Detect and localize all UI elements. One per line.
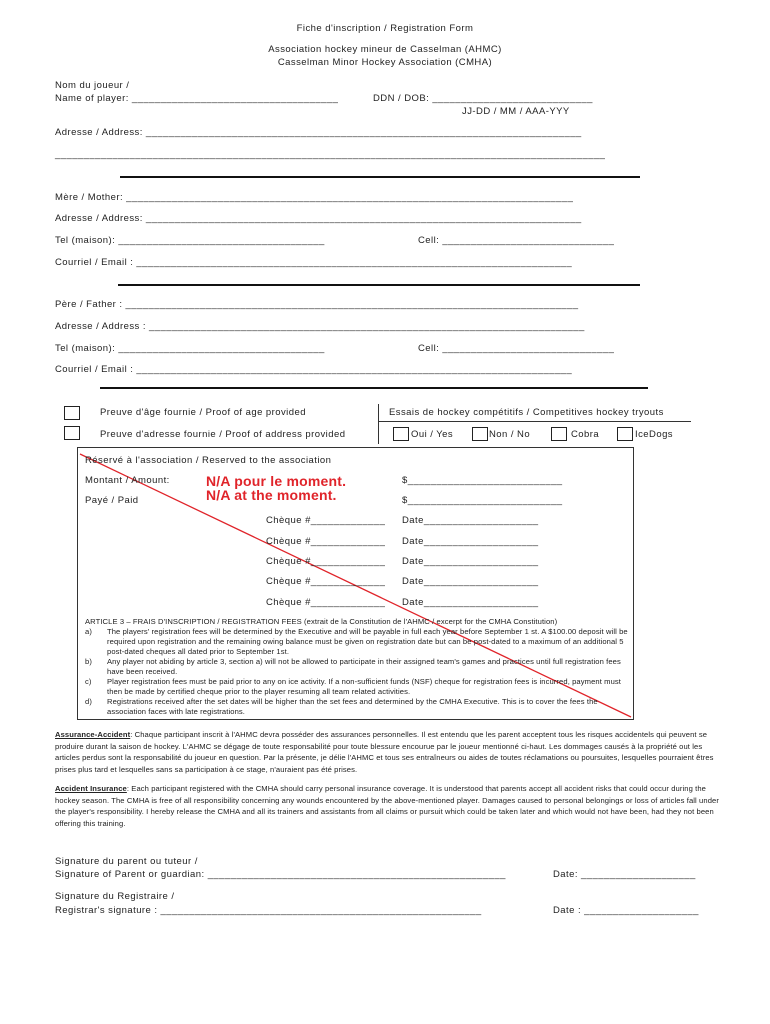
na-notice-fr: N/A pour le moment.: [206, 473, 347, 489]
section-divider: [100, 387, 648, 389]
tryout-no-checkbox[interactable]: [472, 427, 488, 441]
father-cell-field[interactable]: Cell: ______________________________: [418, 343, 615, 354]
form-title: Fiche d'inscription / Registration Form: [296, 23, 474, 34]
article-item-letter: d): [85, 697, 92, 706]
mother-tel-field[interactable]: Tel (maison): ____________________________________: [55, 235, 325, 246]
paid-field[interactable]: $___________________________: [402, 495, 563, 506]
cheque-date-field[interactable]: Date____________________: [402, 556, 539, 567]
dob-field[interactable]: DDN / DOB: ____________________________: [373, 93, 593, 104]
tryout-icedogs-label: IceDogs: [635, 429, 674, 440]
father-tel-field[interactable]: Tel (maison): ____________________________________: [55, 343, 325, 354]
cheque-number-field[interactable]: Chèque #_____________: [266, 556, 386, 567]
mother-name-field[interactable]: Mère / Mother: ______________________________________________________________________________: [55, 192, 574, 203]
cheque-number-field[interactable]: Chèque #_____________: [266, 597, 386, 608]
article-item-text: Player registration fees must be paid prior to any on ice activity. If a non-sufficient funds (NSF) cheque for registration fees is incurred, payment must then be made by certified cheque prior to the player resuming all team related activities.: [107, 677, 622, 696]
mother-cell-field[interactable]: Cell: ______________________________: [418, 235, 615, 246]
tryouts-divider: [378, 421, 691, 422]
player-address-line-2[interactable]: ________________________________________________________________________________________________: [55, 149, 606, 160]
parent-date-field[interactable]: Date: ____________________: [553, 869, 696, 880]
paid-label: Payé / Paid: [85, 495, 139, 506]
registrar-signature-label-fr: Signature du Registraire /: [55, 891, 175, 902]
mother-address-field[interactable]: Adresse / Address: ____________________________________________________________________________: [55, 213, 582, 224]
insurance-fr-title: Assurance-Accident: [55, 730, 131, 739]
parent-signature-label-fr: Signature du parent ou tuteur /: [55, 856, 198, 867]
registrar-signature-field[interactable]: Registrar's signature : ________________________________________________________: [55, 905, 482, 916]
na-notice-en: N/A at the moment.: [206, 487, 337, 503]
cheque-date-field[interactable]: Date____________________: [402, 576, 539, 587]
association-name-fr: Association hockey mineur de Casselman (AHMC): [268, 44, 502, 55]
insurance-en-paragraph: [55, 783, 720, 829]
tryout-cobra-label: Cobra: [571, 429, 600, 440]
father-address-field[interactable]: Adresse / Address : ____________________________________________________________________________: [55, 321, 585, 332]
tryout-no-label: Non / No: [489, 429, 531, 440]
dob-format-hint: JJ-DD / MM / AAA-YYY: [462, 106, 570, 117]
cheque-date-field[interactable]: Date____________________: [402, 536, 539, 547]
proof-address-checkbox[interactable]: [64, 426, 80, 440]
father-name-field[interactable]: Père / Father : _______________________________________________________________________________: [55, 299, 579, 310]
player-address-field[interactable]: Adresse / Address: ____________________________________________________________________________: [55, 127, 582, 138]
cheque-number-field[interactable]: Chèque #_____________: [266, 576, 386, 587]
proof-address-label: Preuve d'adresse fournie / Proof of address provided: [100, 429, 346, 440]
cheque-number-field[interactable]: Chèque #_____________: [266, 536, 386, 547]
parent-signature-field[interactable]: Signature of Parent or guardian: ____________________________________________________: [55, 869, 506, 880]
tryouts-title: Essais de hockey compétitifs / Competitives hockey tryouts: [389, 407, 664, 418]
insurance-en-title: Accident Insurance: [55, 784, 127, 793]
association-name-en: Casselman Minor Hockey Association (CMHA): [277, 57, 493, 68]
player-name-label-fr: Nom du joueur /: [55, 80, 130, 91]
mother-email-field[interactable]: Courriel / Email : ____________________________________________________________________________: [55, 257, 573, 268]
section-divider: [120, 176, 640, 178]
tryouts-left-border: [378, 404, 379, 444]
section-divider: [118, 284, 640, 286]
amount-field[interactable]: $___________________________: [402, 475, 563, 486]
father-email-field[interactable]: Courriel / Email : ____________________________________________________________________________: [55, 364, 573, 375]
proof-age-label: Preuve d'âge fournie / Proof of age provided: [100, 407, 306, 418]
reserved-title: Réservé à l'association / Reserved to the association: [85, 455, 332, 466]
article-item-letter: c): [85, 677, 92, 686]
article-item-letter: a): [85, 627, 92, 636]
tryout-icedogs-checkbox[interactable]: [617, 427, 633, 441]
registrar-date-field[interactable]: Date : ____________________: [553, 905, 699, 916]
amount-label: Montant / Amount:: [85, 475, 170, 486]
insurance-en-text: : Each participant registered with the CMHA should carry personal insurance coverage. It is understood that parents accept all accident risks that could occur during the hockey season. The CMHA is free of all responsibility concerning any wounds encountered by the above-mentioned player. Damages caused to personal belongings or loss of articles fall under the player's responsibility. I hereby release the CMHA and all its trainers and assistants from all claims or pursuit which could be taken later and which would not have been, had they not been offering this training.: [55, 784, 719, 828]
player-name-field[interactable]: Name of player: ____________________________________: [55, 93, 339, 104]
article-item-text: Any player not abiding by article 3, section a) will not be allowed to participate in their assigned team's games and practices until full registration fees have been received.: [107, 657, 621, 676]
article-item-letter: b): [85, 657, 92, 666]
article-title: ARTICLE 3 – FRAIS D'INSCRIPTION / REGISTRATION FEES (extrait de la Constitution de l'AHMC / excerpt for the CMHA Constitution): [85, 617, 558, 626]
article-item-text: Registrations received after the set dates will be higher than the set fees and determined by the CMHA Executive. This is to cover the fees the association faces with late registrations.: [107, 697, 598, 716]
insurance-fr-paragraph: [55, 729, 720, 775]
cheque-number-field[interactable]: Chèque #_____________: [266, 515, 386, 526]
cheque-date-field[interactable]: Date____________________: [402, 597, 539, 608]
tryout-yes-checkbox[interactable]: [393, 427, 409, 441]
proof-age-checkbox[interactable]: [64, 406, 80, 420]
insurance-fr-text: : Chaque participant inscrit à l'AHMC devra posséder des assurances personnelles. Il est entendu que les parent acceptent tous les risques accidentels qui peuvent se produire durant la saison de hockey. L'AHMC se dégage de toute responsabilité pour toute blessure encourue par le joueur mentionné ci-haut. Les dommages causés à la propriété out les articles perdus sont la responsabilité du joueur en question. Par la présente, je délie l'AHMC et tous ses entraîneurs ou aides de toutes réclamations ou poursuites, lesquelles pourraient êtres prises plus tard et lesquelles sans sa participation à ce stage, n'auraient pas été prises.: [55, 730, 714, 774]
tryout-cobra-checkbox[interactable]: [551, 427, 567, 441]
cheque-date-field[interactable]: Date____________________: [402, 515, 539, 526]
tryout-yes-label: Oui / Yes: [411, 429, 454, 440]
article-item-text: The players' registration fees will be determined by the Executive and will be payable in full each year before September 1 st. A $100.00 deposit will be required upon registration and the remaining owing balance must be given on registration date but can be post-dated to a maximum of an additional 5 post-dated cheques all dated prior to September 1st.: [107, 627, 628, 656]
